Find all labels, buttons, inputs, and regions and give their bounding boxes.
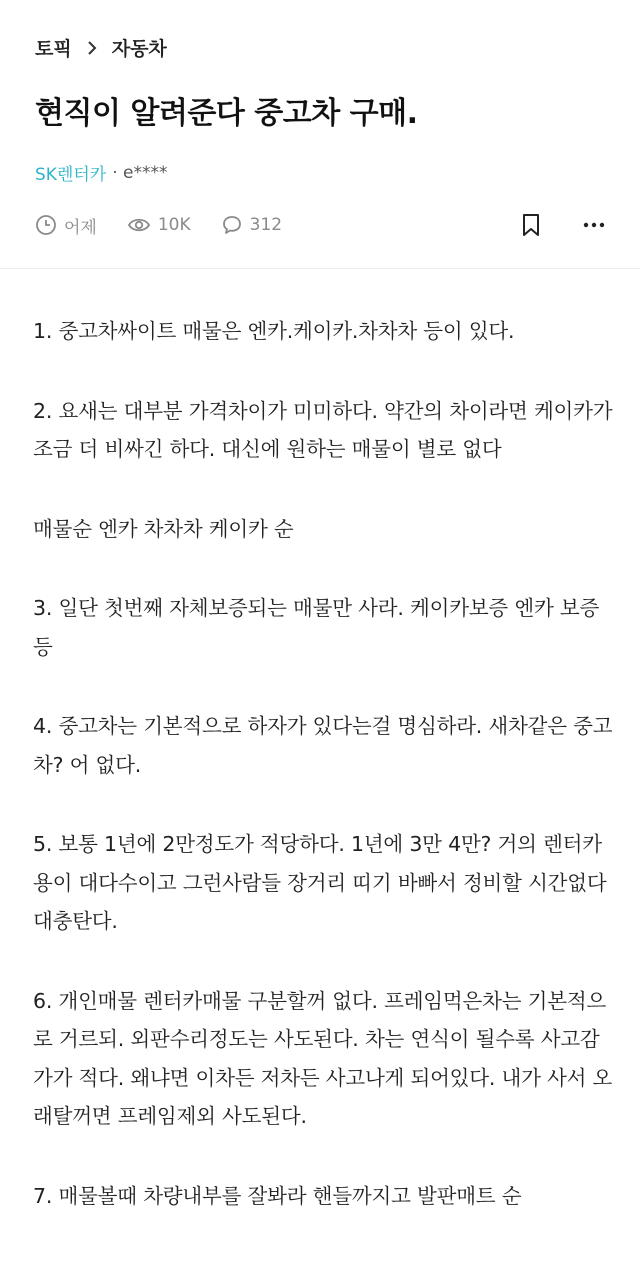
views-stat [127, 214, 191, 236]
chevron-right-icon [86, 40, 98, 56]
post-paragraph: 2. 요새는 대부분 가격차이가 미미하다. 약간의 차이라면 케이카가 조금 더 비싸긴 하다. 대신에 원하는 매물이 별로 없다 [33, 398, 613, 461]
post-paragraph: 1. 중고차싸이트 매물은 엔카.케이카.차차차 등이 있다. [33, 319, 515, 343]
breadcrumb-category-link[interactable]: 자동차 [111, 38, 167, 60]
breadcrumb [35, 34, 167, 61]
comment-count: 312 [249, 215, 283, 235]
post-paragraph: 매물순 엔카 차차차 케이카 순 [33, 516, 294, 541]
post-paragraph: 4. 중고차는 기본적으로 하자가 있다는걸 명심하라. 새차같은 중고차? 어 없다. [33, 714, 613, 777]
view-count: 10K [157, 215, 191, 235]
header-divider [0, 268, 640, 269]
post-time: 어제 [64, 217, 97, 238]
time-stat [35, 213, 97, 238]
comments-stat[interactable] [221, 214, 282, 236]
post-paragraph: 5. 보통 1년에 2만정도가 적당하다. 1년에 3만 4만? 거의 렌터카용이 대다수이고 그런사람들 장거리 띠기 바빠서 정비할 시간없다 대충탄다. [33, 832, 607, 933]
post-paragraph: 7. 매물볼때 차량내부를 잘봐라 핸들까지고 발판매트 순 [33, 1183, 522, 1208]
breadcrumb-topic-link[interactable]: 토픽 [35, 38, 72, 60]
company-link[interactable]: SK렌터카 [35, 165, 107, 185]
post-stats [35, 210, 605, 240]
eye-icon [127, 214, 151, 236]
comment-icon [221, 214, 243, 236]
author-name: · e**** [112, 162, 168, 183]
more-icon[interactable] [583, 222, 605, 228]
clock-icon [35, 214, 57, 236]
post-actions [521, 213, 605, 237]
post-title: 현직이 알려준다 중고차 구매. [35, 96, 418, 131]
post-meta [35, 160, 168, 185]
post-paragraph: 6. 개인매물 렌터카매물 구분할꺼 없다. 프레임먹은차는 기본적으로 거르되. 외판수리정도는 사도된다. 차는 연식이 될수록 사고감가가 적다. 왜냐면 이차든 저차든 사고나게 되어있다. 내가 사서 오래탈꺼면 프레임제외 사도된다. [33, 988, 613, 1128]
bookmark-icon[interactable] [521, 213, 541, 237]
post-content [33, 312, 613, 1256]
post-paragraph: 3. 일단 첫번째 자체보증되는 매물만 사라. 케이카보증 엔카 보증 등 [33, 596, 600, 659]
